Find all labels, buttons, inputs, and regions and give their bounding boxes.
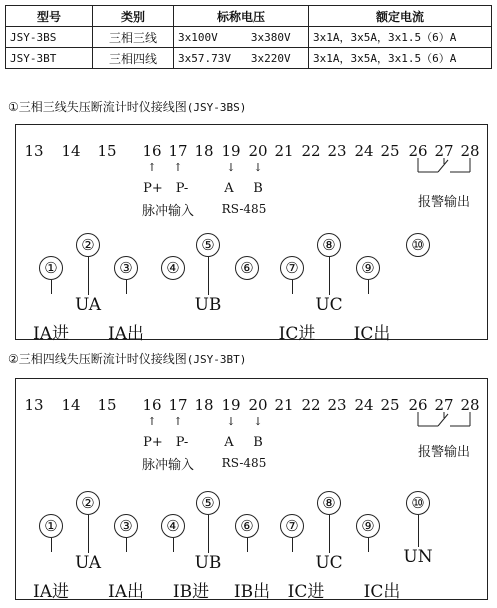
terminal-18: 18	[194, 142, 214, 160]
terminal-25: 25	[380, 396, 400, 414]
wire-line	[418, 515, 419, 547]
terminal-28: 28	[460, 396, 480, 414]
terminal-28: 28	[460, 142, 480, 160]
terminal-16: 16	[142, 142, 162, 160]
un-label: UN	[403, 547, 433, 567]
cell-category: 三相三线	[93, 27, 174, 48]
ub-label: UB	[194, 295, 222, 315]
terminal-6-icon: ⑥	[235, 256, 259, 280]
uc-label: UC	[315, 553, 343, 573]
arrow-down-icon: ↓	[226, 415, 236, 428]
table-row	[6, 48, 492, 69]
terminal-4-icon: ④	[161, 256, 185, 280]
rs485-a-label: A	[224, 181, 234, 196]
terminal-19: 19	[221, 142, 241, 160]
wire-line	[208, 257, 209, 295]
terminal-22: 22	[301, 142, 321, 160]
header-model: 型号	[6, 6, 93, 27]
terminal-9-icon: ⑨	[356, 514, 380, 538]
pulse-negative-label: P-	[175, 435, 189, 450]
wire-line	[88, 257, 89, 295]
rs485-a-label: A	[224, 435, 234, 450]
terminal-27: 27	[434, 142, 454, 160]
ub-label: UB	[194, 553, 222, 573]
caption-marker: ①	[8, 100, 19, 114]
terminal-23: 23	[327, 142, 347, 160]
terminal-19: 19	[221, 396, 241, 414]
terminal-20: 20	[248, 396, 268, 414]
wire-line	[51, 538, 52, 552]
arrow-up-icon: ↑	[173, 415, 183, 428]
terminal-6-icon: ⑥	[235, 514, 259, 538]
arrow-down-icon: ↓	[226, 161, 236, 174]
terminal-14: 14	[61, 396, 81, 414]
terminal-23: 23	[327, 396, 347, 414]
terminal-13: 13	[24, 142, 44, 160]
wire-line	[247, 538, 248, 552]
wiring-diagram-1	[15, 124, 488, 344]
wire-line	[126, 280, 127, 294]
ua-label: UA	[74, 295, 102, 315]
ic-out-label: IC出	[363, 582, 401, 602]
caption-marker: ②	[8, 352, 19, 366]
arrow-down-icon: ↓	[253, 415, 263, 428]
terminal-5-icon: ⑤	[196, 233, 220, 257]
diagram-2-caption	[8, 350, 246, 367]
terminal-10-icon: ⑩	[406, 491, 430, 515]
terminal-24: 24	[354, 396, 374, 414]
terminal-22: 22	[301, 396, 321, 414]
pulse-input-label: 脉冲输入	[141, 204, 195, 219]
rs485-b-label: B	[253, 181, 263, 196]
wire-line	[173, 538, 174, 552]
wire-line	[368, 538, 369, 552]
terminal-8-icon: ⑧	[317, 233, 341, 257]
cell-category: 三相四线	[93, 48, 174, 69]
terminal-4-icon: ④	[161, 514, 185, 538]
alarm-output-label: 报警输出	[417, 445, 471, 460]
wire-line	[368, 280, 369, 294]
caption-title: 三相三线失压断流计时仪接线图	[18, 100, 187, 114]
terminal-1-icon: ①	[39, 256, 63, 280]
terminal-27: 27	[434, 396, 454, 414]
alarm-relay-contact-icon	[412, 158, 482, 182]
wire-line	[292, 280, 293, 294]
terminal-7-icon: ⑦	[280, 514, 304, 538]
header-voltage: 标称电压	[174, 6, 309, 27]
cell-voltage: 3x100V 3x380V	[174, 27, 309, 48]
caption-title: 三相四线失压断流计时仪接线图	[18, 352, 187, 366]
ua-label: UA	[74, 553, 102, 573]
arrow-up-icon: ↑	[173, 161, 183, 174]
arrow-up-icon: ↑	[147, 415, 157, 428]
pulse-positive-label: P+	[143, 435, 163, 450]
terminal-16: 16	[142, 396, 162, 414]
cell-voltage: 3x57.73V 3x220V	[174, 48, 309, 69]
diagram-1-caption	[8, 98, 246, 115]
terminal-14: 14	[61, 142, 81, 160]
terminal-24: 24	[354, 142, 374, 160]
spec-table	[5, 5, 492, 69]
wire-line	[292, 538, 293, 552]
ic-in-label: IC进	[287, 582, 325, 602]
ia-in-label: IA进	[33, 324, 69, 344]
header-category: 类别	[93, 6, 174, 27]
cell-current: 3x1A，3x5A，3x1.5（6）A	[309, 48, 492, 69]
terminal-8-icon: ⑧	[317, 491, 341, 515]
terminal-25: 25	[380, 142, 400, 160]
table-row	[6, 27, 492, 48]
terminal-17: 17	[168, 396, 188, 414]
terminal-7-icon: ⑦	[280, 256, 304, 280]
wire-line	[329, 515, 330, 553]
pulse-negative-label: P-	[175, 181, 189, 196]
terminal-9-icon: ⑨	[356, 256, 380, 280]
terminal-15: 15	[97, 142, 117, 160]
arrow-down-icon: ↓	[253, 161, 263, 174]
ic-out-label: IC出	[353, 324, 391, 344]
rs485-label: RS-485	[221, 202, 267, 216]
terminal-21: 21	[274, 142, 294, 160]
arrow-up-icon: ↑	[147, 161, 157, 174]
terminal-1-icon: ①	[39, 514, 63, 538]
rs485-b-label: B	[253, 435, 263, 450]
pulse-positive-label: P+	[143, 181, 163, 196]
caption-model: (JSY-3BS)	[186, 101, 247, 114]
table-header-row	[6, 6, 492, 27]
alarm-relay-contact-icon	[412, 412, 482, 436]
cell-model: JSY-3BS	[6, 27, 93, 48]
terminal-26: 26	[408, 396, 428, 414]
ia-in-label: IA进	[33, 582, 69, 602]
caption-model: (JSY-3BT)	[186, 353, 247, 366]
ib-in-label: IB进	[172, 582, 210, 602]
wire-line	[88, 515, 89, 553]
ib-out-label: IB出	[233, 582, 271, 602]
rs485-label: RS-485	[221, 456, 267, 470]
terminal-10-icon: ⑩	[406, 233, 430, 257]
ia-out-label: IA出	[108, 324, 144, 344]
terminal-13: 13	[24, 396, 44, 414]
ia-out-label: IA出	[108, 582, 144, 602]
terminal-18: 18	[194, 396, 214, 414]
cell-current: 3x1A，3x5A，3x1.5（6）A	[309, 27, 492, 48]
terminal-15: 15	[97, 396, 117, 414]
alarm-output-label: 报警输出	[417, 195, 471, 210]
terminal-21: 21	[274, 396, 294, 414]
cell-model: JSY-3BT	[6, 48, 93, 69]
wire-line	[126, 538, 127, 552]
terminal-20: 20	[248, 142, 268, 160]
ic-in-label: IC进	[278, 324, 316, 344]
terminal-3-icon: ③	[114, 514, 138, 538]
terminal-3-icon: ③	[114, 256, 138, 280]
wiring-diagram-2	[15, 378, 488, 600]
terminal-2-icon: ②	[76, 233, 100, 257]
wire-line	[208, 515, 209, 553]
terminal-26: 26	[408, 142, 428, 160]
wire-line	[329, 257, 330, 295]
pulse-input-label: 脉冲输入	[141, 458, 195, 473]
header-current: 额定电流	[309, 6, 492, 27]
terminal-2-icon: ②	[76, 491, 100, 515]
wire-line	[51, 280, 52, 294]
terminal-17: 17	[168, 142, 188, 160]
terminal-5-icon: ⑤	[196, 491, 220, 515]
uc-label: UC	[315, 295, 343, 315]
